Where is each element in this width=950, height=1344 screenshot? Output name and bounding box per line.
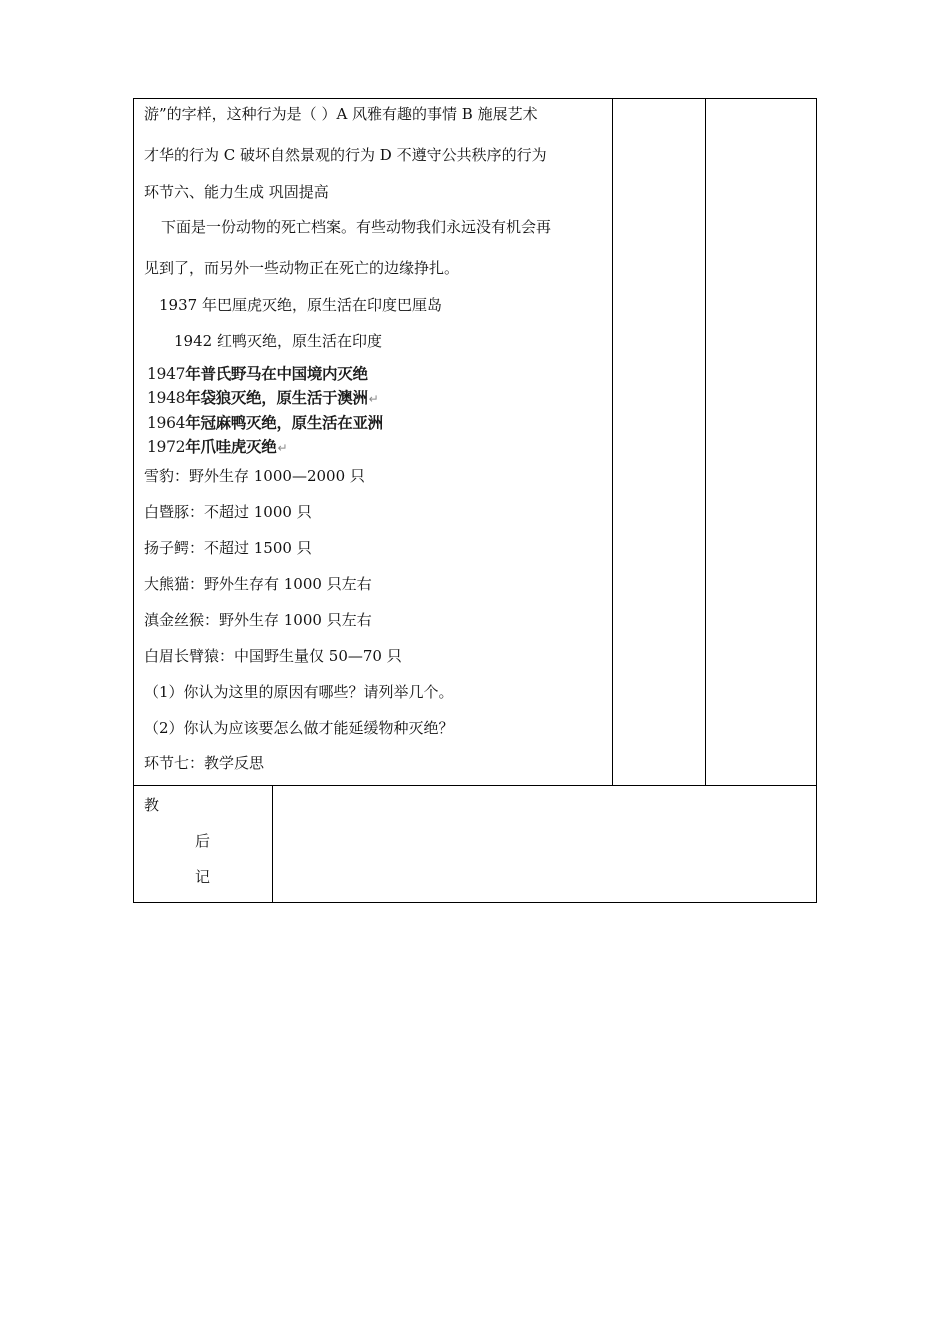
intro-paragraph-line: 下面是一份动物的死亡档案。有些动物我们永远没有机会再: [161, 218, 552, 236]
scanned-extinction-record: [147, 386, 378, 408]
return-mark: ↵: [368, 392, 379, 406]
endangered-species-line: 滇金丝猴：野外生存 1000 只左右: [144, 611, 372, 629]
record-year: 1947: [147, 365, 186, 383]
afterword-table: [133, 785, 817, 903]
scanned-extinction-record: [147, 411, 384, 433]
intro-paragraph-line: 见到了，而另外一些动物正在死亡的边缘挣扎。: [144, 259, 460, 277]
record-text: 年冠麻鸭灭绝，原生活在亚洲: [185, 414, 383, 432]
record-year: 1964: [147, 414, 186, 432]
extinction-record: 1942 红鸭灭绝，原生活在印度: [174, 332, 382, 350]
column-divider: [705, 99, 706, 785]
question-text-line: 游”的字样，这种行为是（ ）A 风雅有趣的事情 B 施展艺术: [144, 105, 538, 123]
scanned-extinction-record: [147, 362, 369, 384]
record-text: 年普氏野马在中国境内灭绝: [185, 365, 368, 383]
endangered-species-line: 雪豹：野外生存 1000—2000 只: [144, 467, 365, 485]
return-mark: ↵: [277, 441, 288, 455]
endangered-species-line: 大熊猫：野外生存有 1000 只左右: [144, 575, 372, 593]
discussion-question: （2）你认为应该要怎么做才能延缓物种灭绝？: [144, 719, 454, 737]
section-six-heading: 环节六、能力生成 巩固提高: [144, 183, 329, 201]
endangered-species-line: 白眉长臂猿：中国野生量仅 50—70 只: [144, 647, 402, 665]
extinction-record: 1937 年巴厘虎灭绝，原生活在印度巴厘岛: [159, 296, 442, 314]
column-divider: [612, 99, 613, 785]
record-year: 1948: [147, 389, 186, 407]
afterword-label-char: 记: [195, 868, 211, 886]
lesson-table: [133, 98, 817, 786]
question-options-line: 才华的行为 C 破坏自然景观的行为 D 不遵守公共秩序的行为: [144, 146, 547, 164]
column-divider: [272, 786, 273, 902]
afterword-label-char: 教: [144, 796, 160, 814]
endangered-species-line: 白暨豚：不超过 1000 只: [144, 503, 312, 521]
endangered-species-line: 扬子鳄：不超过 1500 只: [144, 539, 312, 557]
afterword-label-char: 后: [195, 832, 211, 850]
section-seven-heading: 环节七：教学反思: [144, 754, 265, 772]
record-text: 年袋狼灭绝，原生活于澳洲: [185, 389, 368, 407]
record-text: 年爪哇虎灭绝: [185, 438, 277, 456]
scanned-extinction-record: [147, 435, 287, 457]
record-year: 1972: [147, 438, 186, 456]
discussion-question: （1）你认为这里的原因有哪些？请列举几个。: [144, 683, 454, 701]
